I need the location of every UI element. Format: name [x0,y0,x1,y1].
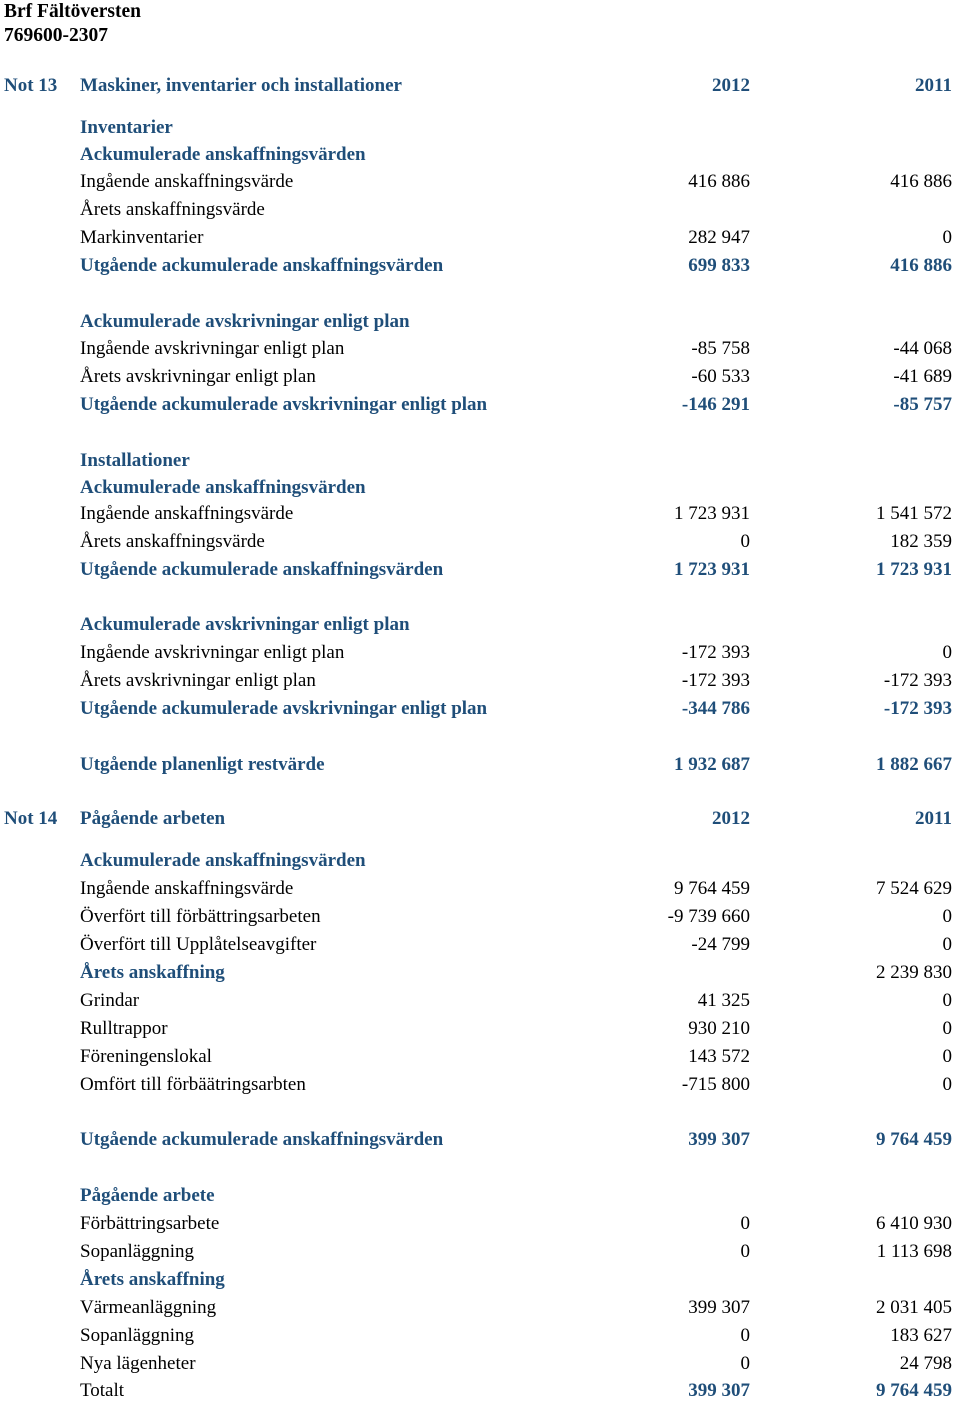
table-row [0,1015,960,1043]
row-label: Utgående ackumulerade anskaffningsvärden [80,1129,444,1150]
table-row [0,308,960,336]
table-row [0,196,960,224]
table-row [0,847,960,875]
row-label: Överfört till förbättringsarbeten [80,906,321,927]
value-2011: 6 410 930 [876,1213,952,1234]
table-row [0,1350,960,1378]
value-2011: 2 031 405 [876,1297,952,1318]
value-2012: 399 307 [688,1129,750,1150]
table-row [0,168,960,196]
value-2012: -60 533 [691,366,750,387]
table-row [0,528,960,556]
table-row [0,639,960,667]
value-2011: -41 689 [893,366,952,387]
row-label: Utgående planenligt restvärde [80,754,325,775]
table-row [0,500,960,528]
table-row [0,959,960,987]
row-label: Inventarier [80,117,173,138]
row-label: Installationer [80,450,190,471]
table-row [0,447,960,475]
value-2012: -715 800 [681,1074,750,1095]
table-row [0,363,960,391]
note-number: Not 13 [4,75,58,96]
table-row [0,252,960,280]
row-label: Årets anskaffningsvärde [80,199,265,220]
value-2011: 183 627 [890,1325,952,1346]
value-2012: 930 210 [688,1018,750,1039]
value-2012: 0 [740,1325,750,1346]
table-row [0,1322,960,1350]
row-label: Rulltrappor [80,1018,168,1039]
value-2012: -172 393 [681,670,750,691]
row-label: Värmeanläggning [80,1297,217,1318]
value-2012: 0 [740,1213,750,1234]
value-2011: 0 [942,1074,952,1095]
value-2011: 2011 [915,808,952,829]
value-2011: 0 [942,1046,952,1067]
value-2012: 0 [740,1241,750,1262]
value-2011: 1 723 931 [876,559,952,580]
row-label: Ackumulerade anskaffningsvärden [80,144,366,165]
row-label: Ingående anskaffningsvärde [80,503,294,524]
value-2012: 699 833 [688,255,750,276]
table-row [0,1126,960,1154]
row-label: Årets anskaffning [80,962,225,983]
value-2012: 399 307 [688,1297,750,1318]
value-2012: 2012 [712,75,750,96]
table-row [0,611,960,639]
value-2012: 0 [740,531,750,552]
value-2012: 9 764 459 [674,878,750,899]
value-2011: 0 [942,906,952,927]
value-2011: 1 882 667 [876,754,952,775]
value-2012: 2012 [712,808,750,829]
table-row [0,1210,960,1238]
value-2011: 0 [942,642,952,663]
table-row [0,931,960,959]
value-2011: 7 524 629 [876,878,952,899]
value-2011: -85 757 [893,394,952,415]
row-label: Ackumulerade anskaffningsvärden [80,477,366,498]
row-label: Föreningenslokal [80,1046,212,1067]
row-label: Totalt [80,1380,125,1401]
row-label: Ackumulerade avskrivningar enligt plan [80,311,410,332]
row-label: Utgående ackumulerade avskrivningar enligt plan [80,394,488,415]
table-row [0,556,960,584]
note-heading-row [0,805,960,833]
row-label: Ingående anskaffningsvärde [80,171,294,192]
document-header [4,0,141,48]
table-row [0,1182,960,1210]
table-row [0,335,960,363]
row-label: Omfört till förbäätringsarbten [80,1074,306,1095]
table-row [0,1238,960,1266]
value-2011: 182 359 [890,531,952,552]
table-row [0,114,960,142]
row-label: Sopanläggning [80,1241,194,1262]
note-heading-row [0,72,960,100]
value-2012: 1 723 931 [674,559,750,580]
value-2012: 0 [740,1353,750,1374]
value-2011: 0 [942,990,952,1011]
row-label: Utgående ackumulerade anskaffningsvärden [80,255,444,276]
row-label: Årets anskaffningsvärde [80,531,265,552]
value-2012: -9 739 660 [667,906,750,927]
value-2012: 1 932 687 [674,754,750,775]
table-row [0,391,960,419]
value-2011: 0 [942,227,952,248]
value-2012: 1 723 931 [674,503,750,524]
row-label: Grindar [80,990,140,1011]
row-label: Ackumulerade avskrivningar enligt plan [80,614,410,635]
value-2012: 416 886 [688,171,750,192]
table-row [0,987,960,1015]
row-label: Pågående arbete [80,1185,215,1206]
table-row [0,1071,960,1099]
row-label: Nya lägenheter [80,1353,196,1374]
row-label: Förbättringsarbete [80,1213,220,1234]
row-label: Överfört till Upplåtelseavgifter [80,934,317,955]
table-row [0,1377,960,1405]
value-2011: 0 [942,1018,952,1039]
table-row [0,667,960,695]
value-2011: 0 [942,934,952,955]
note-number: Not 14 [4,808,58,829]
value-2011: -44 068 [893,338,952,359]
table-row [0,903,960,931]
row-label: Markinventarier [80,227,204,248]
value-2012: -172 393 [681,642,750,663]
row-label: Sopanläggning [80,1325,194,1346]
value-2012: 41 325 [697,990,750,1011]
value-2011: 9 764 459 [876,1380,952,1401]
table-row [0,695,960,723]
organization-name: Brf Fältöversten [4,1,141,22]
value-2012: -344 786 [681,698,750,719]
value-2011: -172 393 [883,698,952,719]
value-2011: 24 798 [899,1353,952,1374]
value-2012: -85 758 [691,338,750,359]
value-2011: 416 886 [890,255,952,276]
value-2012: 282 947 [688,227,750,248]
value-2011: 2 239 830 [876,962,952,983]
value-2011: 9 764 459 [876,1129,952,1150]
row-label: Utgående ackumulerade avskrivningar enligt plan [80,698,488,719]
table-row [0,1043,960,1071]
row-label: Årets avskrivningar enligt plan [80,670,316,691]
row-label: Utgående ackumulerade anskaffningsvärden [80,559,444,580]
value-2011: -172 393 [883,670,952,691]
row-label: Pågående arbeten [80,808,226,829]
table-row [0,1294,960,1322]
table-row [0,875,960,903]
row-label: Ingående anskaffningsvärde [80,878,294,899]
organization-number: 769600-2307 [4,25,108,46]
table-row [0,751,960,779]
value-2011: 416 886 [890,171,952,192]
row-label: Årets avskrivningar enligt plan [80,366,316,387]
value-2011: 1 541 572 [876,503,952,524]
table-row [0,1266,960,1294]
value-2011: 2011 [915,75,952,96]
row-label: Ackumulerade anskaffningsvärden [80,850,366,871]
row-label: Ingående avskrivningar enligt plan [80,642,345,663]
value-2012: 399 307 [688,1380,750,1401]
value-2012: -24 799 [691,934,750,955]
value-2012: -146 291 [681,394,750,415]
value-2012: 143 572 [688,1046,750,1067]
row-label: Årets anskaffning [80,1269,225,1290]
row-label: Maskiner, inventarier och installationer [80,75,402,96]
row-label: Ingående avskrivningar enligt plan [80,338,345,359]
value-2011: 1 113 698 [876,1241,952,1262]
table-row [0,224,960,252]
table-row [0,474,960,502]
table-row [0,141,960,169]
